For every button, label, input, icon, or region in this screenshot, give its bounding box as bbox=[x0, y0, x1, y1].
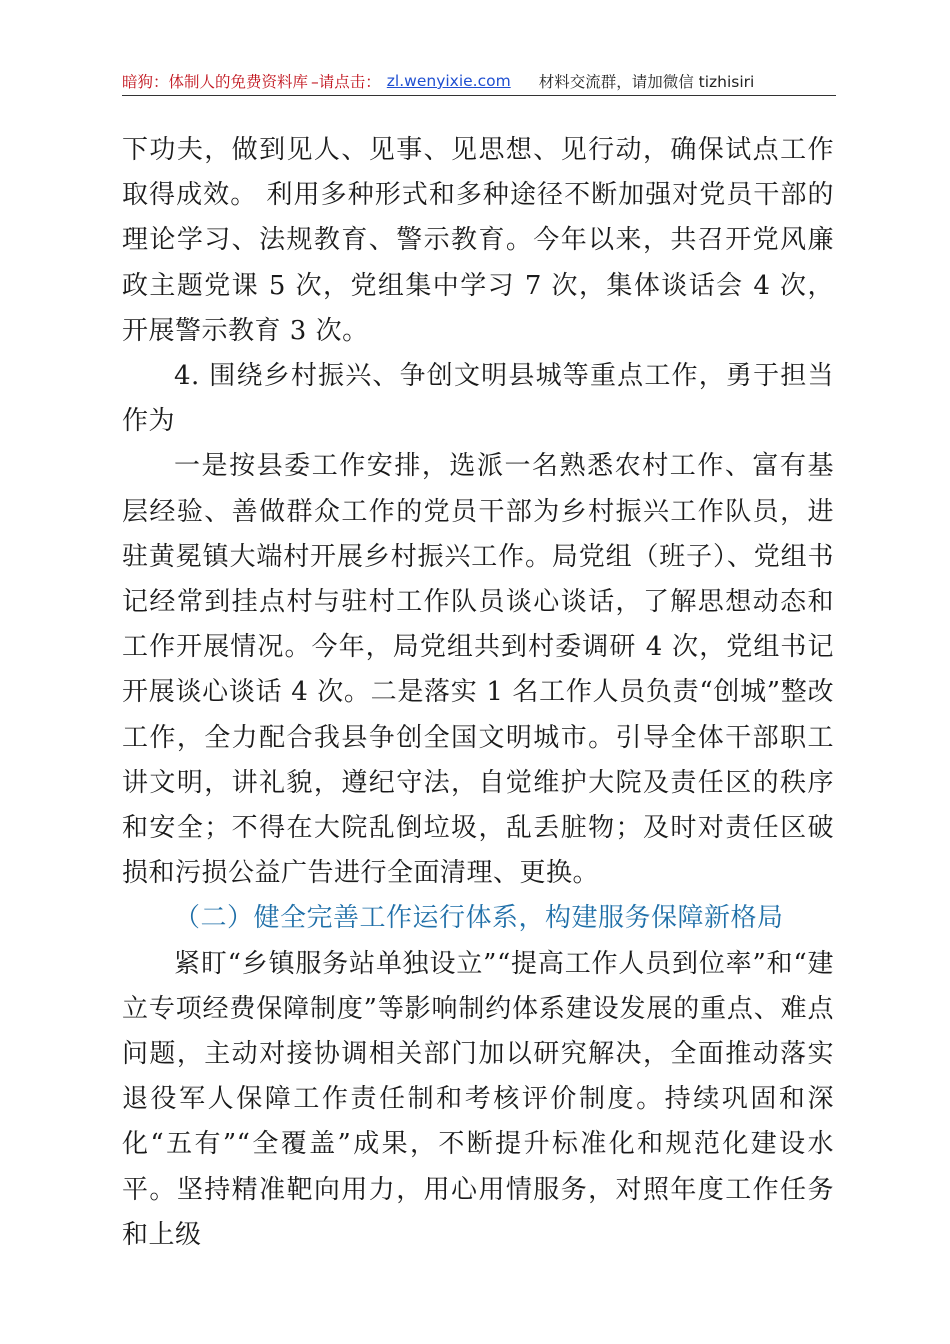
section-heading-4: 4. 围绕乡村振兴、争创文明县城等重点工作，勇于担当作为 bbox=[122, 361, 834, 437]
header-click-prompt: –请点击： bbox=[311, 73, 381, 91]
header-site-name: 暗狗：体制人的免费资料库 bbox=[122, 73, 309, 91]
section-heading-2: （二）健全完善工作运行体系，构建服务保障新格局 bbox=[174, 903, 784, 934]
paragraph-service-system: 紧盯“乡镇服务站单独设立”“提高工作人员到位率”和“建立专项经费保障制度”等影响制约体系建设发展的重点、难点问题，主动对接协调相关部门加以研究解决，全面推动落实退役军人保障工作责任制和考核评价制度。持续巩固和深化“五有”“全覆盖”成果，不断提升标准化和规范化建设水平。坚持精准靶向用力，用心用情服务，对照年度工作任务和上级 bbox=[122, 948, 834, 1250]
document-body bbox=[122, 128, 834, 1258]
page-header bbox=[122, 68, 836, 94]
header-wechat-note: 材料交流群，请加微信 tizhisiri bbox=[538, 73, 755, 91]
header-site-link[interactable]: zl.wenyixie.com bbox=[386, 72, 511, 90]
paragraph-continuation: 下功夫，做到见人、见事、见思想、见行动，确保试点工作取得成效。 利用多种形式和多种途径不断加强对党员干部的理论学习、法规教育、警示教育。今年以来，共召开党风廉政主题党课 5 次，党组集中学习 7 次，集体谈话会 4 次，开展警示教育 3 次。 bbox=[122, 135, 834, 346]
paragraph-rural-revitalization: 一是按县委工作安排，选派一名熟悉农村工作、富有基层经验、善做群众工作的党员干部为乡村振兴工作队员，进驻黄冕镇大端村开展乡村振兴工作。局党组（班子）、党组书记经常到挂点村与驻村工作队员谈心谈话，了解思想动态和工作开展情况。今年，局党组共到村委调研 4 次，党组书记开展谈心谈话 4 次。二是落实 1 名工作人员负责“创城”整改工作，全力配合我县争创全国文明城市。引导全体干部职工讲文明，讲礼貌，遵纪守法，自觉维护大院及责任区的秩序和安全；不得在大院乱倒垃圾，乱丢脏物；及时对责任区破损和污损公益广告进行全面清理、更换。 bbox=[122, 451, 834, 889]
header-divider bbox=[122, 95, 836, 96]
